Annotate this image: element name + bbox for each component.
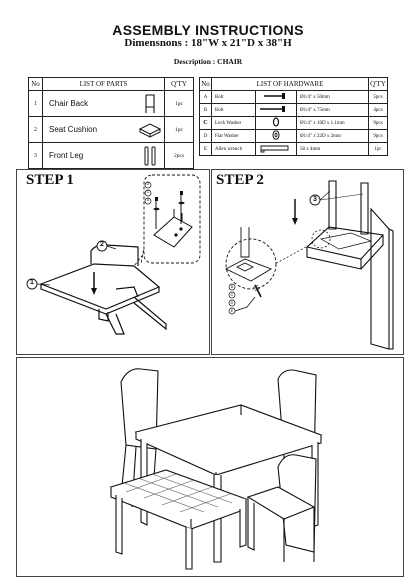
callout-label: 3 [313,196,317,203]
lock-washer-icon [256,117,296,127]
bolt-icon [256,91,296,101]
callout-label: 1 [30,279,34,286]
hardware-letter: C [146,189,150,194]
step1-diagram [16,169,208,353]
hardware-qty: 9pcs [369,130,388,143]
hardware-size: 58 x 4mm [297,143,369,156]
allen-wrench-icon [256,143,296,153]
hardware-size: Ø1/4" x 22D x 2mm [297,130,369,143]
flat-washer-icon [256,130,296,140]
step2-diagram [211,169,402,353]
front-leg-icon [143,146,157,166]
hardware-header-no: No [200,78,212,91]
parts-header-no: No [29,78,43,91]
hardware-header-name: LIST OF HARDWARE [212,78,369,91]
hardware-header-qty: Q'TY [369,78,388,91]
part-name: Chair Back [49,99,89,108]
hardware-letter: E [230,308,234,313]
detail-zoom-circle [226,239,276,289]
part-no: 3 [29,143,43,169]
parts-header-qty: Q'TY [165,78,194,91]
hardware-qty: 5pcs [369,91,388,104]
arrow-head-icon [91,288,97,295]
hardware-name: Bolt [212,91,256,104]
hardware-letter: D [146,181,150,186]
page-title: ASSEMBLY INSTRUCTIONS [112,22,304,38]
step2-label: STEP 2 [216,172,264,188]
hardware-qty: 9pcs [369,117,388,130]
hardware-size: Ø1/4" x 75mm [297,104,369,117]
part-qty: 2pcs [165,143,194,169]
table-row [200,143,388,156]
hardware-name: Flat Washer [212,130,256,143]
inverted-chair-drawing [307,181,393,349]
table-row [200,130,388,143]
hardware-no: C [200,117,212,130]
callout-label: 2 [100,241,104,248]
allen-wrench-icon [235,297,255,311]
dimensions-line: Dimensnons : 18"W x 21"D x 38"H [124,37,292,49]
hardware-letter: C [230,292,234,297]
seat-cushion-icon [139,122,161,138]
chair-back-icon [143,94,157,114]
hardware-name: Bolt [212,104,256,117]
hardware-size: Ø1/4" x 50mm [297,91,369,104]
part-no: 1 [29,91,43,117]
table-row [29,91,194,117]
parts-table [28,77,194,169]
hardware-letter: B [230,284,234,289]
bolt-icon [256,104,296,114]
part-no: 2 [29,117,43,143]
parts-header-name: LIST OF PARTS [43,78,165,91]
hardware-name: Lock Washer [212,117,256,130]
description-line: Description : CHAIR [173,57,243,66]
hardware-no: D [200,130,212,143]
hardware-size: Ø1/4" x 10D x 1.1mm [297,117,369,130]
step1-label: STEP 1 [26,172,74,188]
part-name: Front Leg [49,151,84,160]
hardware-no: B [200,104,212,117]
hardware-no: E [200,143,212,156]
dining-set-illustration [16,357,402,575]
hardware-name: Allen wrench [212,143,256,156]
table-row [29,143,194,169]
table-row [200,117,388,130]
table-row [200,104,388,117]
hardware-letter: D [230,300,234,305]
hardware-qty: 1pc [369,143,388,156]
part-name: Seat Cushion [49,125,98,134]
table-row [29,117,194,143]
hardware-no: A [200,91,212,104]
arrow-down-icon [292,218,298,225]
table-row [200,91,388,104]
part-qty: 1pc [165,91,194,117]
part-qty: 1pc [165,117,194,143]
hardware-letter: A [146,197,150,202]
hardware-table [199,77,388,156]
hardware-qty: 4pcs [369,104,388,117]
